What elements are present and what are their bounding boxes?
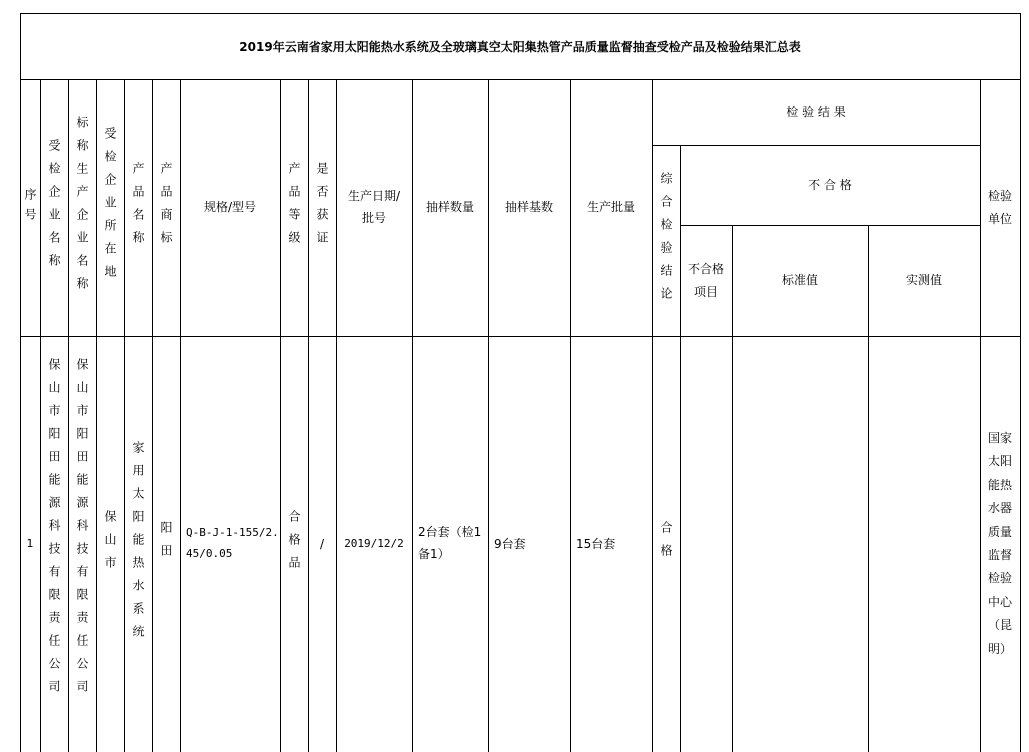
row-certified: / xyxy=(319,536,325,551)
row-spec-model-text: Q-B-J-1-155/2.45/0.05 xyxy=(186,526,279,560)
header-inspection-unit xyxy=(980,79,1020,336)
row-spec-model xyxy=(180,336,280,752)
header-overall-conclusion xyxy=(652,145,680,336)
header-seq-text: 序号 xyxy=(23,187,37,228)
header-company-location-text: 受检企业所在地 xyxy=(103,127,117,288)
row-inspected-company-text: 保山市阳田能源科技有限责任公司 xyxy=(47,358,61,703)
table-title: 2019年云南省家用太阳能热水系统及全玻璃真空太阳集热管产品质量监督抽查受检产品及检验结果汇总表 xyxy=(239,39,801,54)
row-sample-base: 9台套 xyxy=(494,536,526,551)
row-product-grade-text: 合格品 xyxy=(287,509,301,579)
header-nominal-producer xyxy=(68,79,96,336)
header-inspected-company-text: 受检企业名称 xyxy=(47,138,61,277)
header-production-batch: 生产批量 xyxy=(586,200,635,215)
table-border xyxy=(20,13,1021,14)
row-overall-conclusion xyxy=(652,336,680,752)
header-product-name xyxy=(124,79,152,336)
row-production-date: 2019/12/2 xyxy=(344,537,404,551)
row-standard-value xyxy=(732,336,868,752)
header-product-grade xyxy=(280,79,308,336)
row-inspected-company xyxy=(40,336,68,752)
header-nonconforming-items-text: 不合格项目 xyxy=(687,261,724,299)
row-nominal-producer xyxy=(68,336,96,752)
row-brand-text: 阳田 xyxy=(159,521,173,567)
row-product-name-text: 家用太阳能热水系统 xyxy=(131,440,145,648)
row-nominal-producer-text: 保山市阳田能源科技有限责任公司 xyxy=(75,358,89,703)
header-certified xyxy=(308,79,336,336)
header-seq xyxy=(20,79,40,336)
header-measured-value: 实测值 xyxy=(905,273,942,288)
row-overall-conclusion-text: 合格 xyxy=(659,521,673,567)
row-company-location-text: 保山市 xyxy=(103,509,117,579)
header-inspection-result: 检 验 结 果 xyxy=(786,104,846,119)
header-nonconforming-items xyxy=(680,225,732,336)
row-company-location xyxy=(96,336,124,752)
row-product-grade xyxy=(280,336,308,752)
row-nonconforming-items xyxy=(680,336,732,752)
row-inspection-unit-text: 国家太阳能热水器质量监督检验中心（昆明） xyxy=(987,431,1012,656)
header-certified-text: 是否获证 xyxy=(315,161,329,254)
row-production-batch: 15台套 xyxy=(576,536,616,551)
header-standard-value: 标准值 xyxy=(781,273,818,288)
header-spec-model: 规格/型号 xyxy=(203,200,257,215)
row-inspection-unit xyxy=(980,336,1020,752)
table-row: 1 xyxy=(26,537,34,551)
header-product-name-text: 产品名称 xyxy=(131,161,145,254)
header-sample-base: 抽样基数 xyxy=(504,200,553,215)
header-inspection-unit-text: 检验单位 xyxy=(987,188,1012,226)
header-production-date-text: 生产日期/批号 xyxy=(347,188,401,225)
row-brand xyxy=(152,336,180,752)
header-overall-conclusion-text: 综合检验结论 xyxy=(659,171,673,310)
header-sample-qty: 抽样数量 xyxy=(425,200,474,215)
header-nonconforming: 不 合 格 xyxy=(808,177,852,192)
row-sample-qty-text: 2台套（检1备1） xyxy=(418,525,482,561)
header-inspected-company xyxy=(40,79,68,336)
header-brand-text: 产品商标 xyxy=(159,161,173,254)
header-brand xyxy=(152,79,180,336)
header-product-grade-text: 产品等级 xyxy=(287,161,301,254)
header-nominal-producer-text: 标称生产企业名称 xyxy=(75,115,89,300)
row-measured-value xyxy=(868,336,980,752)
row-sample-qty xyxy=(412,336,488,752)
row-product-name xyxy=(124,336,152,752)
table-border xyxy=(1020,13,1021,752)
header-production-date xyxy=(336,79,412,336)
header-company-location xyxy=(96,79,124,336)
